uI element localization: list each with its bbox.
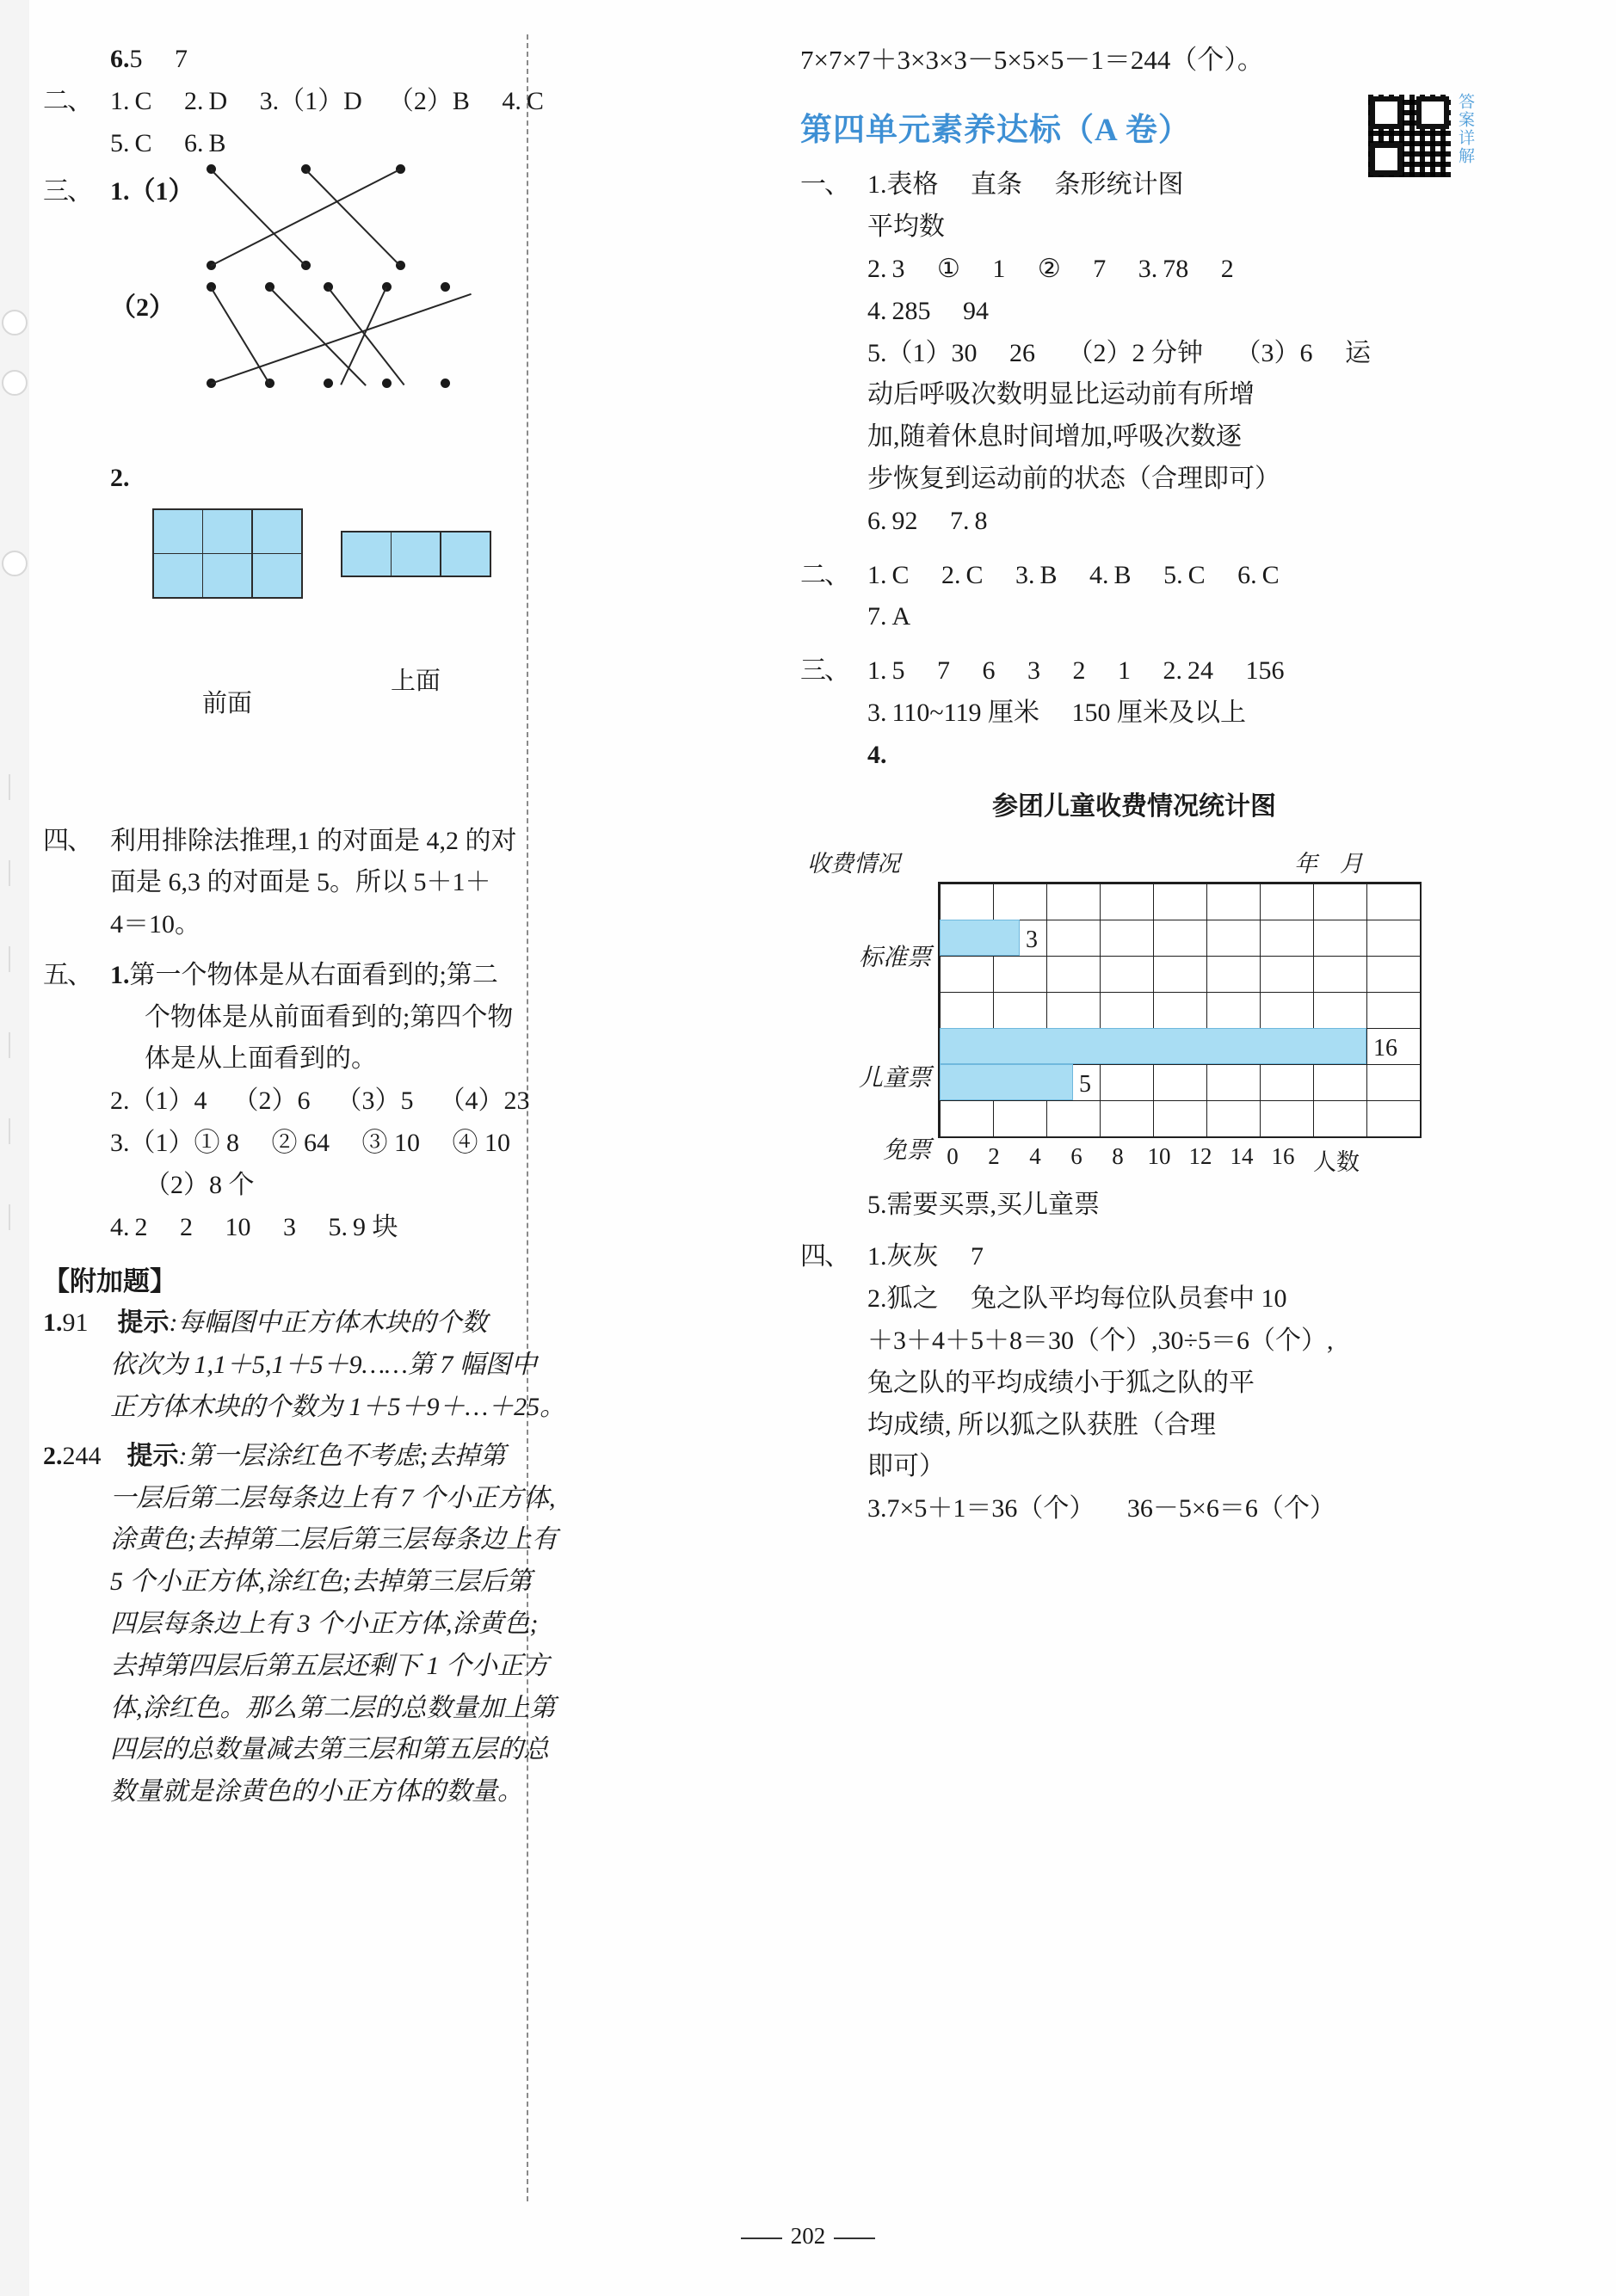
chart-bar-value-1: 16 [1373, 1034, 1397, 1062]
section-marker-two: 二、 [800, 560, 848, 589]
extra-1-line-2 [43, 1345, 537, 1386]
chart-xtick-7: 14 [1230, 1142, 1254, 1169]
grid-cell [253, 554, 301, 597]
extra-2-line-3 [43, 1520, 558, 1560]
chart-title: 参团儿童收费情况统计图 [992, 791, 1276, 821]
section-marker-one: 一、 [800, 170, 848, 200]
extra-2-line-5 [43, 1604, 539, 1645]
grid-cell [342, 532, 391, 576]
chart-category-axis-label: 收费情况 [807, 850, 900, 877]
item1-number: 1. [110, 960, 130, 989]
chart-xtick-5: 10 [1147, 1142, 1171, 1169]
section-three-answers-1: 1. 5 7 6 3 2 1 2. 24 156 [867, 656, 1285, 686]
page-footer [0, 2223, 1616, 2250]
section-five-item2: 2.（1）4 （2）6 （3）5 （4）23 [110, 1086, 530, 1116]
extra2-hint-2: 一层后第二层每条边上有 7 个小正方体, [110, 1483, 556, 1512]
chart-category-1: 儿童票 [858, 1064, 931, 1092]
section-marker-two: 二、 [43, 86, 91, 115]
page-number: 202 [790, 2223, 826, 2249]
chart-bar-value-0: 3 [1026, 926, 1038, 953]
section-five-item45: 4. 2 2 10 3 5. 9 块 [110, 1212, 398, 1241]
section-four-item2-5: 即可） [867, 1452, 945, 1481]
section-one-item5-4: 步恢复到运动前的状态（合理即可） [867, 464, 1280, 493]
edge-tick [9, 1204, 10, 1230]
section-marker-four: 四、 [43, 826, 91, 855]
extra-1-line-1 [43, 1303, 525, 1344]
item1b-label: （2） [110, 293, 175, 323]
extra-2-line-2 [43, 1479, 556, 1519]
answer-line-6 [43, 40, 525, 80]
extra-2-line-4 [43, 1562, 532, 1603]
left-section-four-line-2 [43, 863, 525, 903]
chart-category-2: 免票 [882, 1136, 931, 1164]
hint-label: 提示 [126, 1441, 179, 1470]
edge-dot [2, 310, 28, 335]
section-four-text-3: 4＝10。 [110, 910, 200, 939]
top-view-figure [341, 428, 491, 782]
section-three-answers-5: 5.需要买票,买儿童票 [867, 1190, 1100, 1219]
extra2-hint-6: 去掉第四层后第五层还剩下 1 个小正方 [110, 1651, 549, 1680]
section-two-answers-2: 7. A [867, 602, 911, 631]
extra-2-line-9 [43, 1772, 525, 1813]
extra1-answer: 91 [62, 1308, 89, 1338]
section-two-answers-1: 1. C 2. D 3.（1）D （2）B 4. C [110, 86, 544, 115]
chart-bar-2 [940, 1064, 1073, 1100]
right-section-four-line-5 [800, 1406, 1489, 1446]
section-four-text-2: 面是 6,3 的对面是 5。所以 5＋1＋ [110, 868, 491, 897]
match-line [327, 286, 404, 385]
right-section-four-line-7 [800, 1489, 1489, 1530]
section-one-item1b: 平均数 [867, 212, 945, 242]
section-one-item23: 2. 3 ① 1 ② 7 3. 78 2 [867, 254, 1234, 283]
section-one-item4: 4. 285 94 [867, 296, 990, 325]
extra1-hint-1: :每幅图中正方体木块的个数 [169, 1308, 488, 1338]
formula-text: 7×7×7＋3×3×3－5×5×5－1＝244（个）。 [800, 45, 1264, 75]
qr-code-icon[interactable] [1366, 93, 1453, 179]
right-section-one-line-8 [800, 459, 1489, 500]
item-number: 6. [110, 45, 130, 73]
match-node [324, 379, 333, 388]
extra1-number: 1. [43, 1308, 63, 1338]
grid-cell [154, 554, 202, 597]
section-marker-three: 三、 [800, 656, 848, 686]
bar-chart [800, 785, 1437, 1177]
match-line [210, 169, 305, 266]
matching-diagram-1 [207, 164, 490, 283]
footer-rule-right [834, 2238, 875, 2239]
qr-code-label: 答案详解 [1456, 93, 1474, 165]
match-line [211, 169, 401, 267]
right-section-three-line-2 [800, 693, 1489, 734]
section-five-item3b: （2）8 个 [145, 1170, 255, 1199]
item1-label: 1.（1） [110, 177, 194, 206]
extra-1-line-3 [43, 1388, 566, 1428]
section-five-text-1: 第一个物体是从右面看到的;第二 [129, 960, 498, 989]
edge-tick [9, 860, 10, 886]
section-marker-three: 三、 [43, 177, 91, 206]
right-section-two-line-1 [800, 556, 1489, 596]
left-section-five-item-2 [43, 1081, 530, 1122]
right-section-four-line-4 [800, 1363, 1489, 1404]
match-node [382, 379, 392, 388]
section-four-item2-4: 均成绩, 所以狐之队获胜（合理 [867, 1410, 1216, 1439]
right-section-three-line-3 [800, 736, 1489, 776]
left-section-five-line-3 [43, 1039, 525, 1080]
item-answers: 5 7 [129, 45, 188, 73]
edge-tick [9, 946, 10, 972]
extra2-hint-5: 四层每条边上有 3 个小正方体,涂黄色; [110, 1610, 539, 1639]
section-one-item5-3: 加,随着休息时间增加,呼吸次数逐 [867, 422, 1242, 452]
extra2-hint-4: 5 个小正方体,涂红色;去掉第三层后第 [110, 1567, 532, 1597]
right-section-one-line-9 [800, 502, 1489, 542]
chart-category-labels [800, 882, 938, 1164]
page-edge-artifacts [0, 0, 29, 2296]
chart-x-axis-label: 人数 [1313, 1148, 1360, 1175]
extra2-hint-3: 涂黄色;去掉第二层后第三层每条边上有 [110, 1525, 558, 1554]
chart-xtick-0: 0 [947, 1142, 959, 1169]
chart-category-0: 标准票 [858, 944, 931, 971]
edge-tick [9, 1118, 10, 1144]
answer-qr-block[interactable] [1366, 93, 1473, 179]
unit-title: 第四单元素养达标（A 卷） [800, 113, 1191, 149]
right-section-one-line-3 [800, 249, 1489, 290]
chart-plot-area [938, 882, 1422, 1138]
chart-xtick-8: 16 [1271, 1142, 1295, 1169]
right-section-three-line-5 [800, 1185, 1489, 1226]
extra1-hint-2: 依次为 1,1＋5,1＋5＋9……第 7 幅图中 [110, 1351, 537, 1380]
match-line [211, 293, 472, 385]
edge-tick [9, 1032, 10, 1058]
match-node [441, 282, 450, 292]
left-section-five-item-4-5 [43, 1208, 525, 1248]
right-section-one-line-7 [800, 417, 1489, 458]
left-section-two-line-2 [43, 124, 525, 164]
chart-date-fields [1294, 845, 1385, 878]
section-four-item3: 3.7×5＋1＝36（个） 36－5×6＝6（个） [867, 1494, 1335, 1523]
extra2-answer: 244 [62, 1441, 102, 1470]
chart-month-label: 月 [1340, 850, 1385, 877]
section-five-text-3: 体是从上面看到的。 [145, 1044, 377, 1074]
extra2-number: 2. [43, 1441, 63, 1470]
section-four-item2-3: 兔之队的平均成绩小于狐之队的平 [867, 1368, 1255, 1397]
section-four-item2-1: 2.狐之 兔之队平均每位队员套中 10 [867, 1284, 1287, 1314]
front-view-caption: 前面 [201, 689, 252, 717]
left-section-five-item-3a [43, 1123, 525, 1164]
section-four-text-1: 利用排除法推理,1 的对面是 4,2 的对 [110, 826, 517, 855]
right-section-four-line-1 [800, 1237, 1489, 1277]
section-marker-five: 五、 [43, 960, 91, 989]
section-one-item5-2: 动后呼吸次数明显比运动前有所增 [867, 380, 1255, 409]
extra2-hint-7: 体,涂红色。那么第二层的总数量加上第 [110, 1693, 556, 1722]
section-three-answers-2: 3. 110~119 厘米 150 厘米及以上 [867, 698, 1247, 727]
extra2-hint-1: :第一层涂红色不考虑;去掉第 [178, 1441, 506, 1470]
grid-cell [154, 510, 202, 553]
section-four-item2-2: ＋3＋4＋5＋8＝30（个）,30÷5＝6（个）, [867, 1326, 1334, 1355]
hint-label: 提示 [117, 1308, 170, 1338]
extra1-hint-3: 正方体木块的个数为 1＋5＋9＋…＋25。 [110, 1393, 566, 1422]
matching-diagram-2 [207, 282, 499, 407]
section-one-item67: 6. 92 7. 8 [867, 506, 988, 535]
right-section-four-line-3 [800, 1321, 1489, 1362]
grid-cell [392, 532, 440, 576]
left-section-five-line-1 [43, 956, 525, 996]
footer-rule-left [741, 2238, 782, 2239]
right-section-one-line-4 [800, 292, 1489, 332]
right-section-four-line-2 [800, 1279, 1489, 1320]
chart-xtick-1: 2 [988, 1142, 1000, 1169]
left-section-four-line-1 [43, 822, 525, 862]
section-marker-four: 四、 [800, 1242, 848, 1271]
section-five-item3a: 3.（1）① 8 ② 64 ③ 10 ④ 10 [110, 1129, 510, 1158]
section-one-item1a: 1.表格 直条 条形统计图 [867, 170, 1184, 200]
extra-2-line-1 [43, 1437, 525, 1477]
grid-cell [203, 510, 251, 553]
chart-xtick-3: 6 [1070, 1142, 1082, 1169]
right-section-two-line-2 [800, 597, 1489, 637]
section-five-text-2: 个物体是从前面看到的;第四个物 [145, 1002, 514, 1031]
extra2-hint-8: 四层的总数量减去第三层和第五层的总 [110, 1735, 549, 1764]
extra-2-line-6 [43, 1647, 549, 1687]
section-one-item5-1: 5.（1）30 26 （2）2 分钟 （3）6 运 [867, 338, 1371, 367]
section-two-answers-1: 1. C 2. C 3. B 4. B 5. C 6. C [867, 560, 1280, 589]
extra-questions-heading: 【附加题】 [43, 1266, 176, 1297]
left-section-four-line-3 [43, 905, 525, 945]
edge-tick [9, 774, 10, 800]
section-three-item4-label: 4. [867, 740, 887, 769]
chart-xtick-4: 8 [1112, 1142, 1124, 1169]
chart-xtick-2: 4 [1029, 1142, 1041, 1169]
extra2-hint-9: 数量就是涂黄色的小正方体的数量。 [110, 1777, 523, 1807]
grid-cell [253, 510, 301, 553]
left-section-three-item-2 [43, 428, 525, 804]
section-two-answers-2: 5. C 6. B [110, 128, 226, 157]
left-section-five-line-2 [43, 998, 525, 1038]
left-section-two-line-1 [43, 82, 544, 122]
chart-header-row [800, 845, 1437, 882]
extra-2-line-7 [43, 1689, 556, 1729]
item2-label: 2. [110, 463, 130, 492]
chart-bar-0 [940, 920, 1020, 956]
chart-xtick-6: 12 [1188, 1142, 1212, 1169]
chart-year-label: 年 [1294, 850, 1340, 877]
chart-bar-value-2: 5 [1079, 1070, 1091, 1098]
front-view-figure [152, 428, 303, 804]
grid-cell [441, 532, 490, 576]
extra-2-line-8 [43, 1730, 549, 1770]
chart-bar-1 [940, 1028, 1366, 1064]
left-section-five-item-3b [43, 1166, 525, 1206]
grid-cell [203, 554, 251, 597]
match-node [441, 379, 450, 388]
edge-dot [2, 370, 28, 396]
match-line [268, 286, 367, 386]
edge-dot [2, 551, 28, 576]
right-formula-top [800, 40, 1489, 81]
right-section-one-line-2 [800, 207, 1489, 248]
left-column [43, 40, 566, 1814]
match-line [210, 286, 270, 384]
qr-eye-bottom-left [1370, 143, 1403, 175]
match-line [305, 169, 400, 266]
section-four-item1: 1.灰灰 7 [867, 1242, 984, 1271]
right-section-four-line-6 [800, 1447, 1489, 1487]
right-section-one-line-6 [800, 375, 1489, 415]
right-section-three-line-1 [800, 651, 1489, 692]
top-view-caption: 上面 [390, 668, 441, 696]
right-section-one-line-5 [800, 334, 1489, 374]
right-column [800, 40, 1489, 1531]
